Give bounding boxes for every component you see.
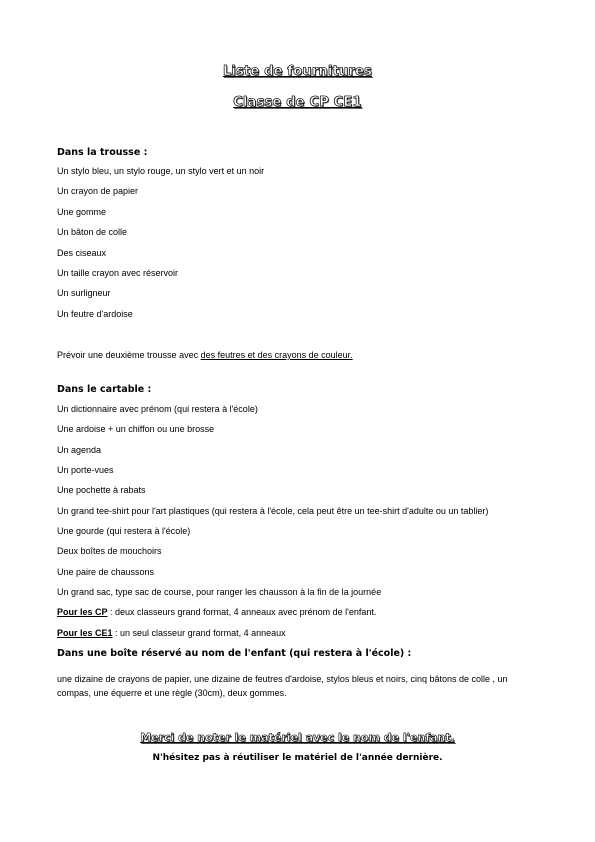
- list-item: Une pochette à rabats: [57, 485, 146, 495]
- cp-text: : deux classeurs grand format, 4 anneaux avec prénom de l'enfant.: [107, 607, 377, 617]
- cp-label: Pour les CP: [57, 607, 108, 617]
- section-heading-boite: Dans une boîte réservé au nom de l'enfant (qui restera à l'école) :: [57, 648, 412, 659]
- document-subtitle: Classe de CP CE1: [233, 95, 362, 110]
- footer-reuse-note: N'hésitez pas à réutiliser le matériel de l'année dernière.: [152, 753, 443, 763]
- list-item: Une gomme: [57, 207, 107, 217]
- list-item: Une paire de chaussons: [57, 567, 155, 577]
- ce1-label: Pour les CE1: [57, 628, 113, 638]
- ce1-note: [57, 628, 286, 638]
- second-trousse-note: [57, 350, 353, 360]
- second-trousse-prefix: Prévoir une deuxième trousse avec: [57, 350, 201, 360]
- second-trousse-underlined: des feutres et des crayons de couleur.: [200, 350, 353, 360]
- list-item: Un crayon de papier: [57, 186, 139, 196]
- list-item: Un grand tee-shirt pour l'art plastiques (qui restera à l'école, cela peut être un tee-shirt d'adulte ou un tablier): [57, 506, 489, 516]
- ce1-text: : un seul classeur grand format, 4 anneaux: [112, 628, 286, 638]
- list-item: Deux boîtes de mouchoirs: [57, 546, 162, 556]
- section-heading-trousse: Dans la trousse :: [57, 147, 148, 158]
- list-item: Une ardoise + un chiffon ou une brosse: [57, 424, 215, 434]
- list-item: Un surligneur: [57, 288, 111, 298]
- cp-note: [57, 607, 376, 617]
- list-item: Un taille crayon avec réservoir: [57, 268, 179, 278]
- boite-description: une dizaine de crayons de papier, une dizaine de feutres d'ardoise, stylos bleus et noirs, cinq bâtons de colle , un compas, une équerre et une règle (30cm), deux gommes.: [57, 674, 508, 698]
- section-heading-cartable: Dans le cartable :: [57, 384, 152, 395]
- list-item: Un porte-vues: [57, 465, 114, 475]
- document-title: Liste de fournitures: [222, 64, 373, 79]
- list-item: Des ciseaux: [57, 248, 107, 258]
- list-item: Une gourde (qui restera à l'école): [57, 526, 191, 536]
- list-item: Un dictionnaire avec prénom (qui restera à l'école): [57, 404, 258, 414]
- list-item: Un agenda: [57, 445, 102, 455]
- footer-reminder: Merci de noter le matériel avec le nom de l'enfant.: [140, 731, 455, 744]
- list-item: Un grand sac, type sac de course, pour ranger les chausson à la fin de la journée: [57, 587, 382, 597]
- list-item: Un bâton de colle: [57, 227, 128, 237]
- list-item: Un feutre d'ardoise: [57, 309, 133, 319]
- list-item: Un stylo bleu, un stylo rouge, un stylo vert et un noir: [57, 166, 265, 176]
